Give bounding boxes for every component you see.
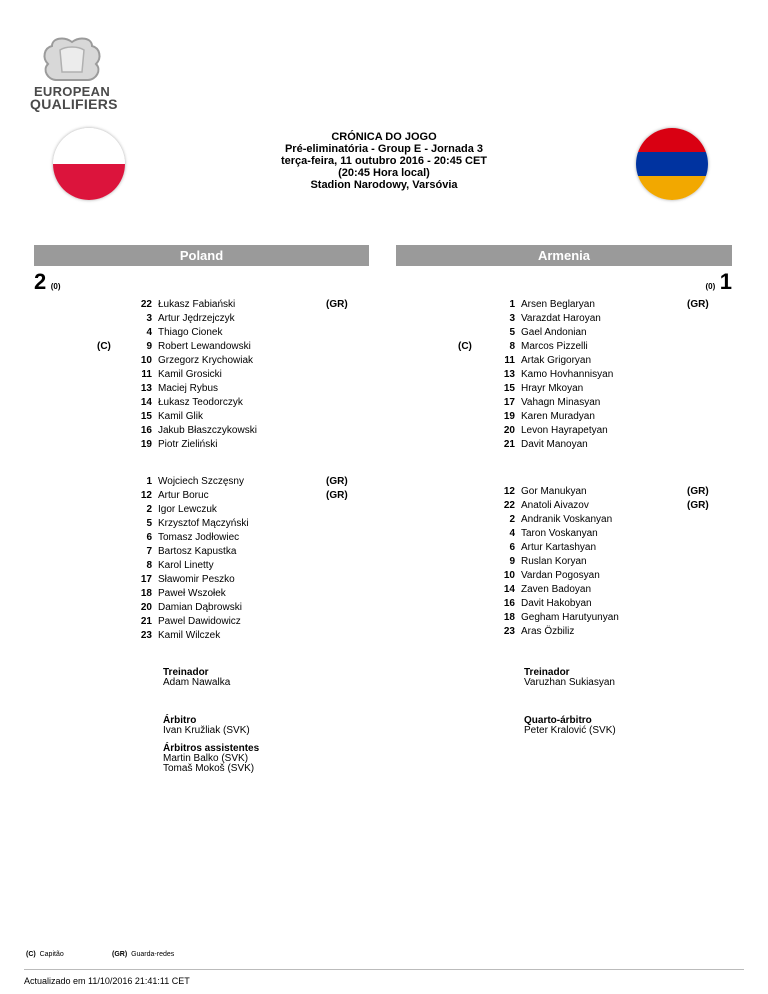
goalkeeper-tag: (GR) bbox=[326, 490, 348, 501]
player-name: Karen Muradyan bbox=[521, 411, 595, 422]
player-row bbox=[140, 396, 378, 410]
player-number: 6 bbox=[146, 532, 152, 543]
player-name: Davit Manoyan bbox=[521, 439, 588, 450]
assistants-label: Árbitros assistentes bbox=[163, 743, 260, 754]
player-name: Damian Dąbrowski bbox=[158, 602, 242, 613]
player-number: 14 bbox=[503, 584, 515, 595]
player-number: 5 bbox=[509, 327, 515, 338]
player-row bbox=[504, 354, 743, 368]
away-coach-section bbox=[524, 668, 615, 688]
assistant-referee-1: Martin Balko (SVK) bbox=[163, 753, 249, 764]
legend-captain-text: Capitão bbox=[39, 951, 64, 958]
player-name: Taron Voskanyan bbox=[521, 528, 598, 539]
goalkeeper-tag: (GR) bbox=[687, 299, 709, 310]
venue-line: Stadion Narodowy, Varsóvia bbox=[310, 179, 458, 191]
player-name: Gor Manukyan bbox=[521, 486, 587, 497]
fourth-official-name: Peter Kralović (SVK) bbox=[524, 725, 616, 736]
player-row bbox=[146, 531, 378, 545]
player-number: 21 bbox=[140, 616, 152, 627]
away-halftime-score: (0) bbox=[705, 282, 716, 291]
referee-name: Ivan Kružliak (SVK) bbox=[163, 725, 250, 736]
player-row bbox=[140, 382, 378, 396]
player-number: 2 bbox=[146, 504, 152, 515]
player-row bbox=[509, 312, 743, 326]
player-row bbox=[140, 629, 378, 643]
player-row bbox=[146, 312, 378, 326]
player-name: Artur Kartashyan bbox=[521, 542, 597, 553]
player-name: Aras Özbiliz bbox=[521, 626, 575, 637]
player-name: Kamil Wilczek bbox=[158, 630, 221, 641]
player-row bbox=[509, 527, 743, 541]
referee-section bbox=[163, 716, 250, 736]
player-name: Krzysztof Mączyński bbox=[158, 518, 249, 529]
player-name: Tomasz Jodłowiec bbox=[158, 532, 240, 543]
assistants-section bbox=[163, 744, 259, 774]
player-name: Paweł Wszołek bbox=[158, 588, 226, 599]
player-row bbox=[503, 410, 743, 424]
player-number: 15 bbox=[140, 411, 152, 422]
home-coach-section bbox=[163, 668, 230, 688]
player-name: Arsen Beglaryan bbox=[521, 299, 595, 310]
player-number: 4 bbox=[146, 327, 152, 338]
player-row bbox=[503, 485, 743, 499]
local-time-line: (20:45 Hora local) bbox=[338, 167, 430, 179]
player-number: 11 bbox=[141, 369, 152, 380]
player-row bbox=[146, 475, 378, 489]
away-score: 1 bbox=[719, 269, 732, 294]
date-line: terça-feira, 11 outubro 2016 - 20:45 CET bbox=[280, 155, 488, 167]
player-number: 16 bbox=[140, 425, 152, 436]
player-row bbox=[503, 625, 743, 639]
player-row bbox=[146, 545, 378, 559]
player-row bbox=[503, 597, 743, 611]
player-name: Artur Boruc bbox=[158, 490, 209, 501]
goalkeeper-tag: (GR) bbox=[687, 500, 709, 511]
player-name: Piotr Zieliński bbox=[158, 439, 218, 450]
player-name: Bartosz Kapustka bbox=[158, 546, 237, 557]
player-row bbox=[140, 410, 378, 424]
player-name: Kamil Glik bbox=[158, 411, 204, 422]
player-name: Grzegorz Krychowiak bbox=[158, 355, 254, 366]
player-number: 22 bbox=[503, 500, 515, 511]
brand-line2: QUALIFIERS bbox=[30, 96, 118, 112]
player-number: 8 bbox=[509, 341, 515, 352]
player-row bbox=[503, 382, 743, 396]
player-name: Jakub Błaszczykowski bbox=[158, 425, 257, 436]
player-number: 23 bbox=[503, 626, 515, 637]
legend-goalkeeper-key: (GR) bbox=[112, 951, 128, 958]
player-number: 17 bbox=[503, 397, 515, 408]
player-name: Łukasz Teodorczyk bbox=[158, 397, 243, 408]
player-number: 2 bbox=[509, 514, 515, 525]
player-row bbox=[140, 298, 378, 312]
player-name: Andranik Voskanyan bbox=[521, 514, 613, 525]
home-score-block bbox=[34, 270, 60, 294]
player-name: Wojciech Szczęsny bbox=[158, 476, 244, 487]
away-subs-list bbox=[503, 485, 743, 639]
fourth-official-label: Quarto-árbitro bbox=[524, 715, 592, 726]
player-row bbox=[141, 368, 378, 382]
player-row bbox=[146, 559, 378, 573]
away-coach-label: Treinador bbox=[524, 667, 570, 678]
player-name: Varazdat Haroyan bbox=[521, 313, 601, 324]
player-row bbox=[509, 555, 743, 569]
player-row bbox=[146, 340, 378, 354]
player-number: 11 bbox=[504, 355, 515, 366]
legend-goalkeeper bbox=[112, 951, 174, 958]
player-row bbox=[140, 615, 378, 629]
goalkeeper-tag: (GR) bbox=[326, 476, 348, 487]
player-number: 17 bbox=[140, 574, 152, 585]
player-row bbox=[140, 573, 378, 587]
home-team-bar: Poland bbox=[34, 245, 369, 266]
player-number: 12 bbox=[503, 486, 515, 497]
away-captain-tag: (C) bbox=[458, 341, 472, 352]
player-row bbox=[509, 541, 743, 555]
player-name: Thiago Cionek bbox=[158, 327, 223, 338]
player-name: Artur Jędrzejczyk bbox=[158, 313, 235, 324]
player-number: 1 bbox=[146, 476, 152, 487]
player-number: 12 bbox=[140, 490, 152, 501]
player-name: Pawel Dawidowicz bbox=[158, 616, 241, 627]
assistant-referee-2: Tomaš Mokoš (SVK) bbox=[163, 763, 255, 774]
footer-divider bbox=[24, 969, 744, 970]
player-number: 9 bbox=[509, 556, 515, 567]
player-name: Gael Andonian bbox=[521, 327, 587, 338]
player-row bbox=[503, 438, 743, 452]
brand-logo-text bbox=[30, 84, 118, 112]
player-row bbox=[509, 513, 743, 527]
referee-label: Árbitro bbox=[163, 715, 197, 726]
player-number: 23 bbox=[140, 630, 152, 641]
player-name: Łukasz Fabiański bbox=[158, 299, 236, 310]
player-row bbox=[140, 489, 378, 503]
player-row bbox=[503, 424, 743, 438]
player-name: Davit Hakobyan bbox=[521, 598, 592, 609]
player-row bbox=[503, 583, 743, 597]
report-title: CRÓNICA DO JOGO bbox=[331, 131, 437, 143]
player-number: 18 bbox=[140, 588, 152, 599]
player-number: 9 bbox=[146, 341, 152, 352]
player-number: 5 bbox=[146, 518, 152, 529]
player-row bbox=[503, 611, 743, 625]
player-name: Levon Hayrapetyan bbox=[521, 425, 608, 436]
player-number: 15 bbox=[503, 383, 515, 394]
competition-line: Pré-eliminatória - Group E - Jornada 3 bbox=[284, 143, 484, 155]
player-name: Sławomir Peszko bbox=[158, 574, 235, 585]
poland-flag-icon bbox=[53, 128, 125, 200]
player-row bbox=[140, 424, 378, 438]
player-row bbox=[509, 326, 743, 340]
player-name: Gegham Harutyunyan bbox=[521, 612, 619, 623]
player-name: Vardan Pogosyan bbox=[521, 570, 600, 581]
legend-goalkeeper-text: Guarda-redes bbox=[131, 951, 175, 958]
player-number: 13 bbox=[140, 383, 152, 394]
player-number: 10 bbox=[503, 570, 515, 581]
player-name: Marcos Pizzelli bbox=[521, 341, 588, 352]
player-name: Robert Lewandowski bbox=[158, 341, 251, 352]
player-name: Artak Grigoryan bbox=[521, 355, 592, 366]
player-name: Kamil Grosicki bbox=[158, 369, 222, 380]
player-row bbox=[509, 340, 743, 354]
goalkeeper-tag: (GR) bbox=[326, 299, 348, 310]
player-name: Zaven Badoyan bbox=[521, 584, 592, 595]
legend-captain bbox=[26, 951, 64, 958]
player-number: 18 bbox=[503, 612, 515, 623]
player-name: Hrayr Mkoyan bbox=[521, 383, 584, 394]
player-number: 8 bbox=[146, 560, 152, 571]
legend-captain-key: (C) bbox=[26, 951, 36, 958]
player-number: 22 bbox=[140, 299, 152, 310]
player-name: Igor Lewczuk bbox=[158, 504, 217, 515]
armenia-flag-icon bbox=[636, 128, 708, 200]
player-number: 10 bbox=[140, 355, 152, 366]
away-coach-name: Varuzhan Sukiasyan bbox=[524, 677, 615, 688]
player-number: 14 bbox=[140, 397, 152, 408]
player-name: Ruslan Koryan bbox=[521, 556, 587, 567]
player-row bbox=[140, 438, 378, 452]
player-number: 4 bbox=[509, 528, 515, 539]
player-number: 20 bbox=[503, 425, 515, 436]
player-number: 20 bbox=[140, 602, 152, 613]
updated-timestamp: Actualizado em 11/10/2016 21:41:11 CET bbox=[24, 976, 190, 986]
player-row bbox=[503, 499, 743, 513]
player-number: 6 bbox=[509, 542, 515, 553]
player-number: 16 bbox=[503, 598, 515, 609]
player-row bbox=[509, 298, 743, 312]
brand-line1: EUROPEAN bbox=[33, 84, 111, 99]
player-row bbox=[140, 354, 378, 368]
player-number: 3 bbox=[146, 313, 152, 324]
player-number: 19 bbox=[140, 439, 152, 450]
player-name: Kamo Hovhannisyan bbox=[521, 369, 614, 380]
player-name: Karol Linetty bbox=[158, 560, 214, 571]
home-coach-name: Adam Nawalka bbox=[163, 677, 231, 688]
player-row bbox=[503, 569, 743, 583]
player-number: 7 bbox=[146, 546, 152, 557]
player-row bbox=[503, 396, 743, 410]
home-captain-tag: (C) bbox=[97, 341, 111, 352]
player-name: Vahagn Minasyan bbox=[521, 397, 601, 408]
home-subs-list bbox=[140, 475, 378, 643]
goalkeeper-tag: (GR) bbox=[687, 486, 709, 497]
player-name: Maciej Rybus bbox=[158, 383, 219, 394]
player-row bbox=[503, 368, 743, 382]
away-score-block bbox=[706, 270, 732, 294]
player-number: 21 bbox=[503, 439, 515, 450]
player-number: 19 bbox=[503, 411, 515, 422]
player-row bbox=[140, 587, 378, 601]
player-number: 1 bbox=[509, 299, 515, 310]
fourth-official-section bbox=[524, 716, 616, 736]
home-starters-list bbox=[140, 298, 378, 452]
home-coach-label: Treinador bbox=[163, 667, 209, 678]
home-score: 2 bbox=[34, 269, 47, 294]
player-number: 13 bbox=[503, 369, 515, 380]
player-number: 3 bbox=[509, 313, 515, 324]
away-team-bar: Armenia bbox=[396, 245, 732, 266]
player-row bbox=[146, 326, 378, 340]
player-row bbox=[146, 503, 378, 517]
away-starters-list bbox=[503, 298, 743, 452]
player-name: Anatoli Aivazov bbox=[521, 500, 589, 511]
home-halftime-score: (0) bbox=[50, 282, 61, 291]
player-row bbox=[140, 601, 378, 615]
player-row bbox=[146, 517, 378, 531]
